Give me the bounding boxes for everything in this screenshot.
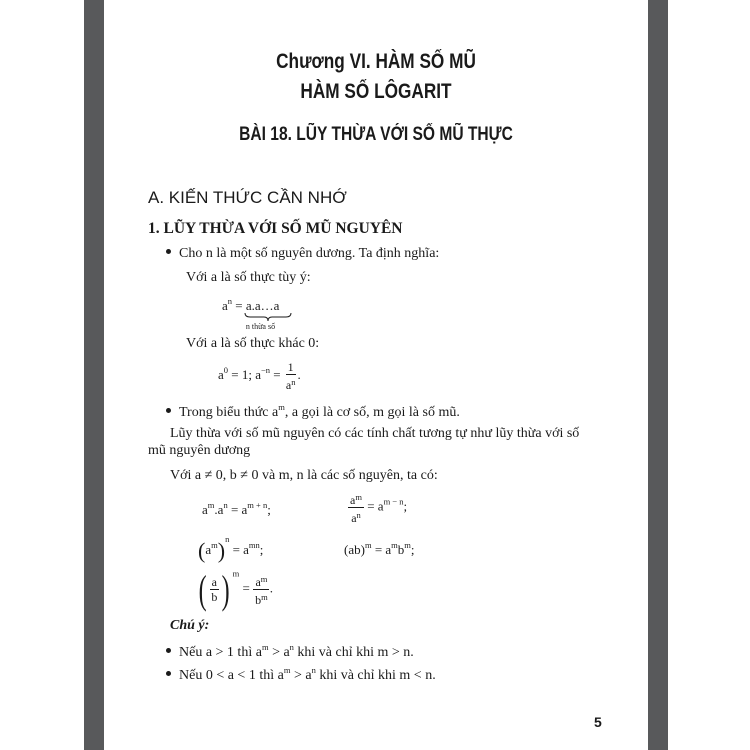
paragraph-line-1: Lũy thừa với số mũ nguyên có các tính chất tương tự như lũy thừa với số [170,426,580,441]
note-line-1: Nếu a > 1 thì $a^m > a^n$ khi và chỉ khi m > n. [166,642,414,661]
bullet-line-2: Trong biểu thức $a^m$, a gọi là cơ số, m gọi là số mũ. [166,402,460,421]
bullet2-text-a: Trong biểu thức a [179,405,279,420]
power-definition: $a^n$ = a.a…a n thừa số [222,296,279,314]
note1-c: khi và chỉ khi m > n. [293,645,414,660]
book-page [104,0,648,750]
fraction-1-over-a-n: $\frac{1}{a^n}$ [285,360,296,392]
bullet-text: Cho n là một số nguyên dương. Ta định nghĩa: [179,246,440,261]
section-1-heading: 1. LŨY THỪA VỚI SỐ MŨ NGUYÊN [148,220,403,237]
bullet2-text-b: , a gọi là cơ số, m gọi là số mũ. [284,405,460,420]
property-product-power: $(ab)^m = a^mb^m$; [344,540,415,557]
right-gray-bar [648,0,668,750]
bullet-dot [166,249,171,254]
note2-c: khi và chỉ khi m < n. [315,668,436,683]
underbrace-icon [244,312,292,322]
bullet-line-1 [166,246,439,262]
zero-negative-power: $a^0 = 1$; $a^{-n}$ = $\frac{1}{a^n}$ . [218,360,301,392]
paragraph-line-2: mũ nguyên dương [148,443,251,458]
chapter-title-line1: Chương VI. HÀM SỐ MŨ [276,50,476,73]
property-fraction-power: ( $\frac{a}{b}$ ) $^m$ = $\frac{a^m}{b^m}$ . [198,567,273,612]
page-number: 5 [594,714,602,730]
bullet-dot [166,648,171,653]
bullet-dot [166,671,171,676]
note2-b: > a [290,668,312,683]
section-a-heading: A. KIẾN THỨC CẦN NHỚ [148,188,347,207]
property-power-of-power: $(a^m)^n = a^{mn}$; [198,534,264,564]
bullet-dot [166,408,171,413]
lesson-title: BÀI 18. LŨY THỪA VỚI SỐ MŨ THỰC [239,124,513,145]
condition-line: Với a ≠ 0, b ≠ 0 và m, n là các số nguyên, ta có: [170,468,438,483]
line-nonzero: Với a là số thực khác 0: [186,336,320,351]
chapter-title-line2: HÀM SỐ LÔGARIT [300,80,452,103]
property-product: $a^m.a^n = a^{m + n}$; [202,500,271,517]
left-gray-bar [84,0,104,750]
note1-a: Nếu a > 1 thì a [179,645,262,660]
underbrace-label: n thừa số [245,322,276,331]
note-title: Chú ý: [170,618,210,633]
line-real-number: Với a là số thực tùy ý: [186,270,311,285]
property-quotient: $\frac{a^m}{a^n}$ = $a^{m - n}$; [350,492,408,525]
note-line-2: Nếu 0 < a < 1 thì $a^m > a^n$ khi và chỉ khi m < n. [166,665,436,684]
note2-a: Nếu 0 < a < 1 thì a [179,668,284,683]
note1-b: > a [268,645,290,660]
